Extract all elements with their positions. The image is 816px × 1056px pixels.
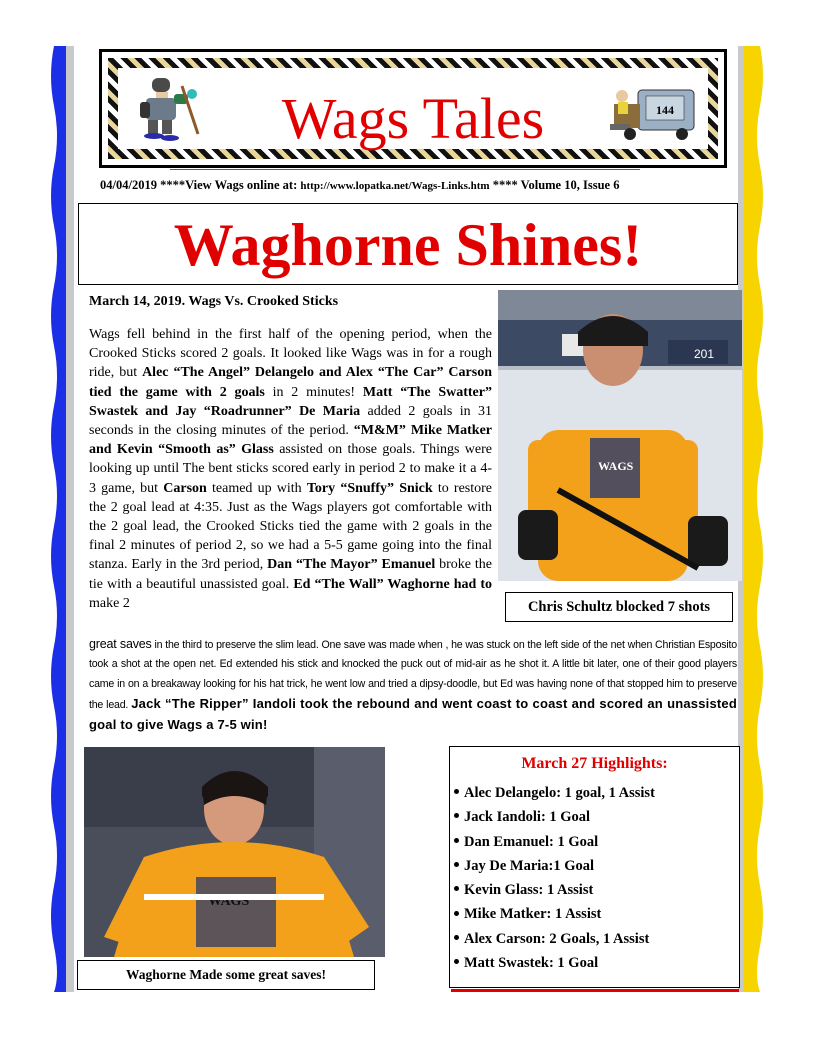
issue-prefix: ****View Wags online at: <box>156 178 301 192</box>
hockey-player-clipart-icon <box>132 74 208 144</box>
waghorne-photo <box>84 747 385 957</box>
right-wavy-border <box>744 46 766 992</box>
photo1-caption: Chris Schultz blocked 7 shots <box>505 592 733 622</box>
list-item: Mike Matker: 1 Assist <box>454 902 655 926</box>
article-text: assisted on those goals. Things were looking up until The bent sticks scored early in period 2 to make it a 4-3 game, but <box>89 442 492 496</box>
article-text: in the third to preserve the slim lead. One save was made when , he was stuck on the left side of the net when Christian Esposito took a shot at the open net. Ed extended his stick and knocked the puck out of mid-air as he shot it. A little bit later, one of their good players came in on a breakaway looking for his hat trick, he went low and tried a dipsy-doodle, but Ed was having none of that stopped him to preserve the lead. <box>89 639 737 711</box>
highlights-bottom-rule <box>451 989 739 992</box>
list-item: Dan Emanuel: 1 Goal <box>454 830 655 854</box>
chris-schultz-photo <box>498 290 742 581</box>
bullet-icon <box>454 838 459 843</box>
bullet-icon <box>454 862 459 867</box>
article-bold: Jack “The Ripper” Iandoli took the rebound and went coast to coast and scored an unassisted goal to give Wags a 7-5 win! <box>89 695 737 733</box>
bullet-icon <box>454 911 459 916</box>
article-text: broke the tie with a beautiful unassisted goal. <box>89 557 493 592</box>
article-bold: Carson <box>163 480 207 496</box>
svg-text:WAGS: WAGS <box>208 894 250 909</box>
bullet-icon <box>454 959 459 964</box>
highlights-list <box>454 781 655 975</box>
list-item: Kevin Glass: 1 Assist <box>454 878 655 902</box>
article-bold: Ed “The Wall” Waghorne had to <box>293 576 492 592</box>
svg-text:WAGS: WAGS <box>598 459 634 473</box>
article-text: in 2 minutes! <box>264 384 363 400</box>
article-continued <box>89 635 737 736</box>
article-bold: Matt “The Swatter” Swastek and Jay “Roadrunner” De Maria <box>89 384 492 419</box>
left-gray-border <box>66 46 74 992</box>
article-bold: “M&M” Mike Matker and Kevin “Smooth as” Glass <box>89 423 492 458</box>
svg-text:201: 201 <box>694 347 715 361</box>
bullet-icon <box>454 789 459 794</box>
article-bold: Alec “The Angel” Delangelo and Alex “The Car” Carson tied the game with 2 goals <box>89 365 492 400</box>
list-item: Alex Carson: 2 Goals, 1 Assist <box>454 927 655 951</box>
highlights-box <box>449 746 740 988</box>
issue-date: 04/04/2019 <box>100 178 157 192</box>
headline-box <box>78 203 738 285</box>
bullet-icon <box>454 935 459 940</box>
zamboni-number: 144 <box>656 103 674 117</box>
article-bold: Dan “The Mayor” Emanuel <box>267 557 436 573</box>
list-item: Alec Delangelo: 1 goal, 1 Assist <box>454 781 655 805</box>
article-bold: Tory “Snuffy” Snick <box>306 480 433 496</box>
highlights-title: March 27 Highlights: <box>521 755 668 772</box>
issue-line <box>100 178 740 193</box>
article-text: make 2 <box>89 595 130 611</box>
masthead-decorative-border <box>108 58 718 159</box>
masthead-title: Wags Tales <box>281 86 545 151</box>
masthead <box>99 49 727 168</box>
issue-volume: **** Volume 10, Issue 6 <box>489 178 620 192</box>
bullet-icon <box>454 886 459 891</box>
list-item: Jack Iandoli: 1 Goal <box>454 805 655 829</box>
article-text: Wags fell behind in the first half of the opening period, when the Crooked Sticks scored 2 goals. It looked like Wags was in for a rough ride, but <box>89 327 492 381</box>
article-text: great saves <box>89 637 152 651</box>
headline: Waghorne Shines! <box>173 212 643 278</box>
issue-url-link[interactable]: http://www.lopatka.net/Wags-Links.htm <box>300 180 490 192</box>
list-item: Jay De Maria:1 Goal <box>454 854 655 878</box>
zamboni-clipart-icon <box>608 84 698 142</box>
article-text: teamed up with <box>206 480 307 496</box>
article-body <box>89 325 492 613</box>
article-text: added 2 goals in 31 seconds in the closing minutes of the period. <box>89 403 492 439</box>
article-text: to restore the 2 goal lead at 4:35. Just as the Wags players got comfortable with the 2 goal lead, the Crooked Sticks tied the game with 2 goals in the final 2 minutes of period 2, so we had a 5-5 game going into the final stanza. Early in the 3rd period, <box>89 480 492 573</box>
dateline: March 14, 2019. Wags Vs. Crooked Sticks <box>89 294 339 309</box>
list-item: Matt Swastek: 1 Goal <box>454 951 655 975</box>
bullet-icon <box>454 813 459 818</box>
photo2-caption: Waghorne Made some great saves! <box>77 960 375 990</box>
masthead-rule <box>170 169 640 170</box>
